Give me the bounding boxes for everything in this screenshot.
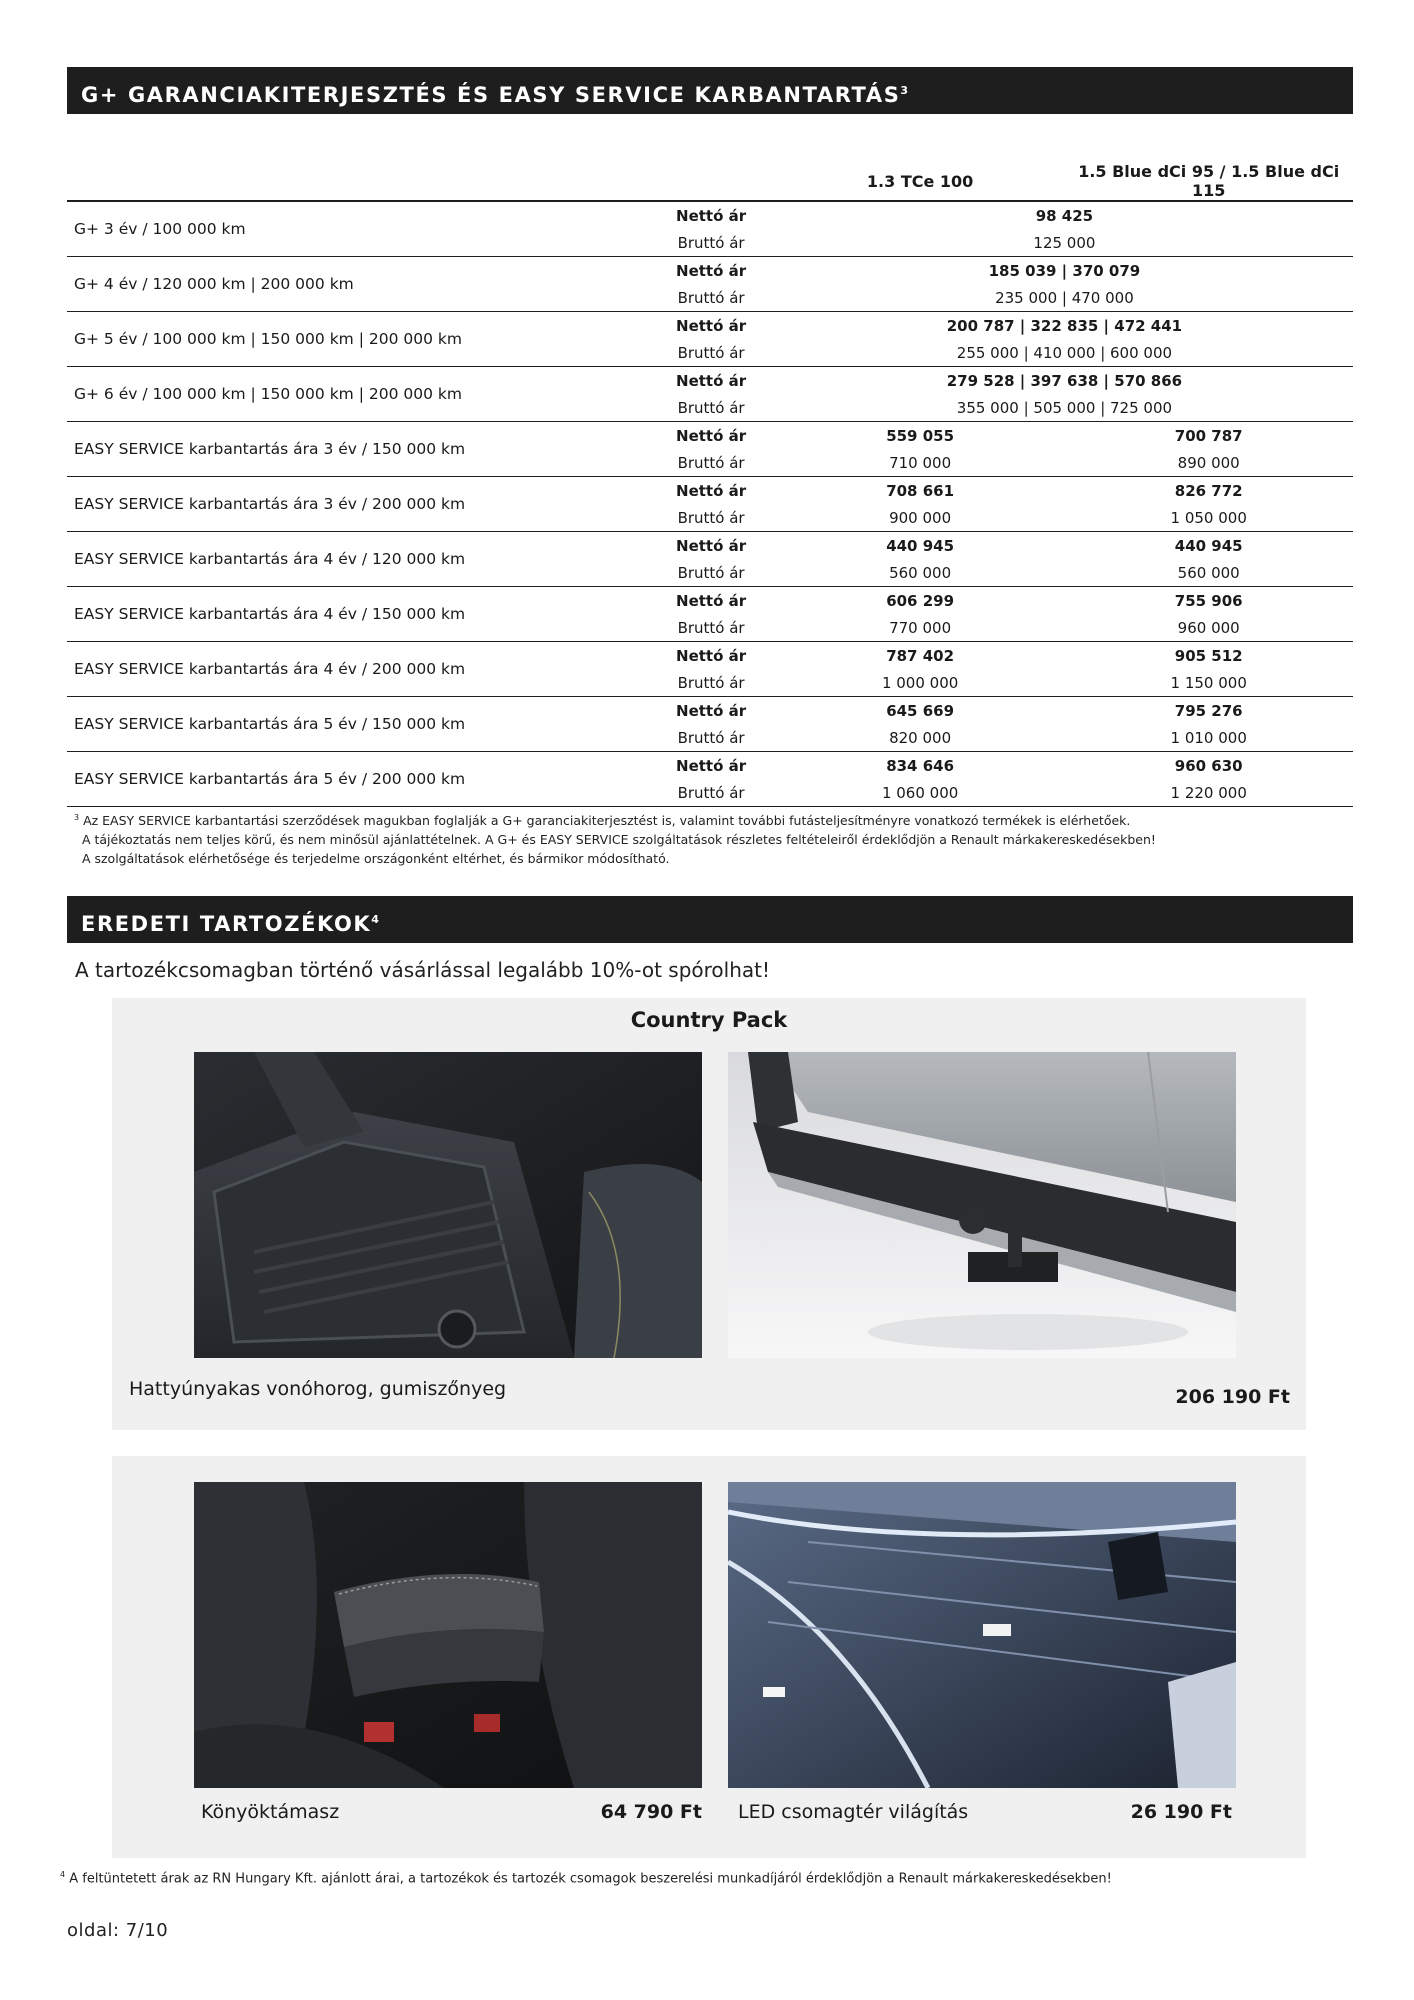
tow-hook-photo <box>728 1052 1236 1358</box>
net-price-label: Nettó ár <box>676 701 747 720</box>
net-price-dci: 960 630 <box>1174 756 1243 775</box>
net-price: 200 787 | 322 835 | 472 441 <box>946 316 1183 335</box>
gross-price-label: Bruttó ár <box>646 614 776 642</box>
row-label: G+ 3 év / 100 000 km <box>67 201 646 257</box>
net-price: 185 039 | 370 079 <box>988 261 1141 280</box>
net-price-label: Nettó ár <box>676 646 747 665</box>
gross-price-label: Bruttó ár <box>646 779 776 807</box>
intro-text: A tartozékcsomagban történő vásárlással legalább 10%-ot spórolhat! <box>75 958 770 982</box>
table-row <box>67 477 1353 505</box>
gross-price-dci: 560 000 <box>1064 559 1353 587</box>
table-row <box>67 367 1353 395</box>
net-price-dci: 905 512 <box>1174 646 1243 665</box>
net-price-label: Nettó ár <box>676 536 747 555</box>
header-spacer <box>646 162 776 201</box>
gross-price-tce: 1 000 000 <box>776 669 1065 697</box>
gross-price-dci: 1 220 000 <box>1064 779 1353 807</box>
net-price-label: Nettó ár <box>676 316 747 335</box>
column-header-dci: 1.5 Blue dCi 95 / 1.5 Blue dCi 115 <box>1064 162 1353 201</box>
net-price-tce: 787 402 <box>886 646 955 665</box>
gross-price: 125 000 <box>776 229 1353 257</box>
row-label: EASY SERVICE karbantartás ára 3 év / 150 000 km <box>67 422 646 477</box>
net-price-label: Nettó ár <box>676 426 747 445</box>
net-price-label: Nettó ár <box>676 481 747 500</box>
led-light-photo <box>728 1482 1236 1788</box>
net-price-tce: 708 661 <box>886 481 955 500</box>
floor-mat-photo <box>194 1052 702 1358</box>
table-row <box>67 587 1353 615</box>
gross-price-dci: 1 010 000 <box>1064 724 1353 752</box>
gross-price-label: Bruttó ár <box>646 449 776 477</box>
gross-price-tce: 1 060 000 <box>776 779 1065 807</box>
net-price-dci: 826 772 <box>1174 481 1243 500</box>
section-title: EREDETI TARTOZÉKOK <box>81 912 372 936</box>
footnote-marker: 4 <box>60 1870 66 1879</box>
table-row <box>67 201 1353 229</box>
price-table <box>67 162 1353 807</box>
table-row <box>67 532 1353 560</box>
gross-price-tce: 770 000 <box>776 614 1065 642</box>
gross-price-label: Bruttó ár <box>646 669 776 697</box>
gross-price: 255 000 | 410 000 | 600 000 <box>776 339 1353 367</box>
net-price-dci: 755 906 <box>1174 591 1243 610</box>
header-spacer <box>67 162 646 201</box>
pack-price: 206 190 Ft <box>1175 1386 1290 1408</box>
net-price-tce: 559 055 <box>886 426 955 445</box>
net-price-label: Nettó ár <box>676 756 747 775</box>
gross-price-label: Bruttó ár <box>646 559 776 587</box>
gross-price-dci: 1 150 000 <box>1064 669 1353 697</box>
row-label: G+ 4 év / 120 000 km | 200 000 km <box>67 257 646 312</box>
gross-price-tce: 900 000 <box>776 504 1065 532</box>
net-price-dci: 700 787 <box>1174 426 1243 445</box>
section-title: G+ GARANCIAKITERJESZTÉS ÉS EASY SERVICE KARBANTARTÁS <box>81 83 901 107</box>
footnote-3 <box>74 808 1344 868</box>
net-price-tce: 606 299 <box>886 591 955 610</box>
table-row <box>67 422 1353 450</box>
net-price-label: Nettó ár <box>676 371 747 390</box>
row-label: EASY SERVICE karbantartás ára 5 év / 150 000 km <box>67 697 646 752</box>
column-header-tce: 1.3 TCe 100 <box>776 162 1065 201</box>
gross-price-tce: 560 000 <box>776 559 1065 587</box>
gross-price: 355 000 | 505 000 | 725 000 <box>776 394 1353 422</box>
net-price-dci: 440 945 <box>1174 536 1243 555</box>
row-label: EASY SERVICE karbantartás ára 4 év / 150 000 km <box>67 587 646 642</box>
page-number: oldal: 7/10 <box>67 1920 169 1941</box>
gross-price-dci: 960 000 <box>1064 614 1353 642</box>
row-label: EASY SERVICE karbantartás ára 3 év / 200 000 km <box>67 477 646 532</box>
gross-price-tce: 710 000 <box>776 449 1065 477</box>
gross-price-label: Bruttó ár <box>646 284 776 312</box>
net-price-tce: 834 646 <box>886 756 955 775</box>
gross-price-label: Bruttó ár <box>646 394 776 422</box>
gross-price-label: Bruttó ár <box>646 339 776 367</box>
accessories-panel <box>112 1456 1306 1858</box>
table-row <box>67 642 1353 670</box>
net-price-label: Nettó ár <box>676 206 747 225</box>
footnote-marker: 3 <box>74 813 80 822</box>
led-caption: LED csomagtér világítás <box>738 1801 969 1823</box>
net-price-dci: 795 276 <box>1174 701 1243 720</box>
gross-price: 235 000 | 470 000 <box>776 284 1353 312</box>
gross-price-label: Bruttó ár <box>646 229 776 257</box>
net-price-tce: 645 669 <box>886 701 955 720</box>
gross-price-label: Bruttó ár <box>646 504 776 532</box>
footnote-line: Az EASY SERVICE karbantartási szerződések magukban foglalják a G+ garanciakiterjesztést is, valamint további futásteljesítményre vonatkozó termékek is elérhetőek. <box>83 813 1131 829</box>
section-header-warranty <box>67 67 1353 114</box>
footnote-line: A tájékoztatás nem teljes körű, és nem minősül ajánlattételnek. A G+ és EASY SERVICE szolgáltatások részletes feltételeiről érdeklődjön a Renault márkakereskedésekben! <box>81 832 1156 848</box>
gross-price-dci: 890 000 <box>1064 449 1353 477</box>
footnote-ref: 4 <box>371 913 379 926</box>
table-row <box>67 752 1353 780</box>
table-row <box>67 257 1353 285</box>
gross-price-label: Bruttó ár <box>646 724 776 752</box>
table-row <box>67 312 1353 340</box>
section-header-accessories <box>67 896 1353 943</box>
net-price-label: Nettó ár <box>676 591 747 610</box>
footnote-text: A feltüntetett árak az RN Hungary Kft. ajánlott árai, a tartozékok és tartozék csomagok beszerelési munkadíjáról érdeklődjön a Renault márkakereskedésekben! <box>69 1871 1112 1887</box>
footnote-4 <box>60 1870 1112 1886</box>
net-price-tce: 440 945 <box>886 536 955 555</box>
pack-title: Country Pack <box>630 1008 788 1032</box>
row-label: G+ 5 év / 100 000 km | 150 000 km | 200 000 km <box>67 312 646 367</box>
country-pack-panel <box>112 998 1306 1430</box>
footnote-line: A szolgáltatások elérhetősége és terjedelme országonként eltérhet, és bármikor módosítható. <box>81 851 670 867</box>
row-label: EASY SERVICE karbantartás ára 4 év / 120 000 km <box>67 532 646 587</box>
armrest-photo <box>194 1482 702 1788</box>
table-header-row <box>67 162 1353 201</box>
row-label: EASY SERVICE karbantartás ára 4 év / 200 000 km <box>67 642 646 697</box>
gross-price-tce: 820 000 <box>776 724 1065 752</box>
armrest-price: 64 790 Ft <box>600 1801 702 1823</box>
net-price: 98 425 <box>1035 206 1094 225</box>
armrest-caption: Könyöktámasz <box>201 1801 340 1823</box>
net-price: 279 528 | 397 638 | 570 866 <box>946 371 1183 390</box>
row-label: EASY SERVICE karbantartás ára 5 év / 200 000 km <box>67 752 646 807</box>
led-price: 26 190 Ft <box>1130 1801 1232 1823</box>
net-price-label: Nettó ár <box>676 261 747 280</box>
row-label: G+ 6 év / 100 000 km | 150 000 km | 200 000 km <box>67 367 646 422</box>
table-row <box>67 697 1353 725</box>
footnote-ref: 3 <box>900 84 909 97</box>
gross-price-dci: 1 050 000 <box>1064 504 1353 532</box>
pack-caption: Hattyúnyakas vonóhorog, gumiszőnyeg <box>129 1378 507 1400</box>
